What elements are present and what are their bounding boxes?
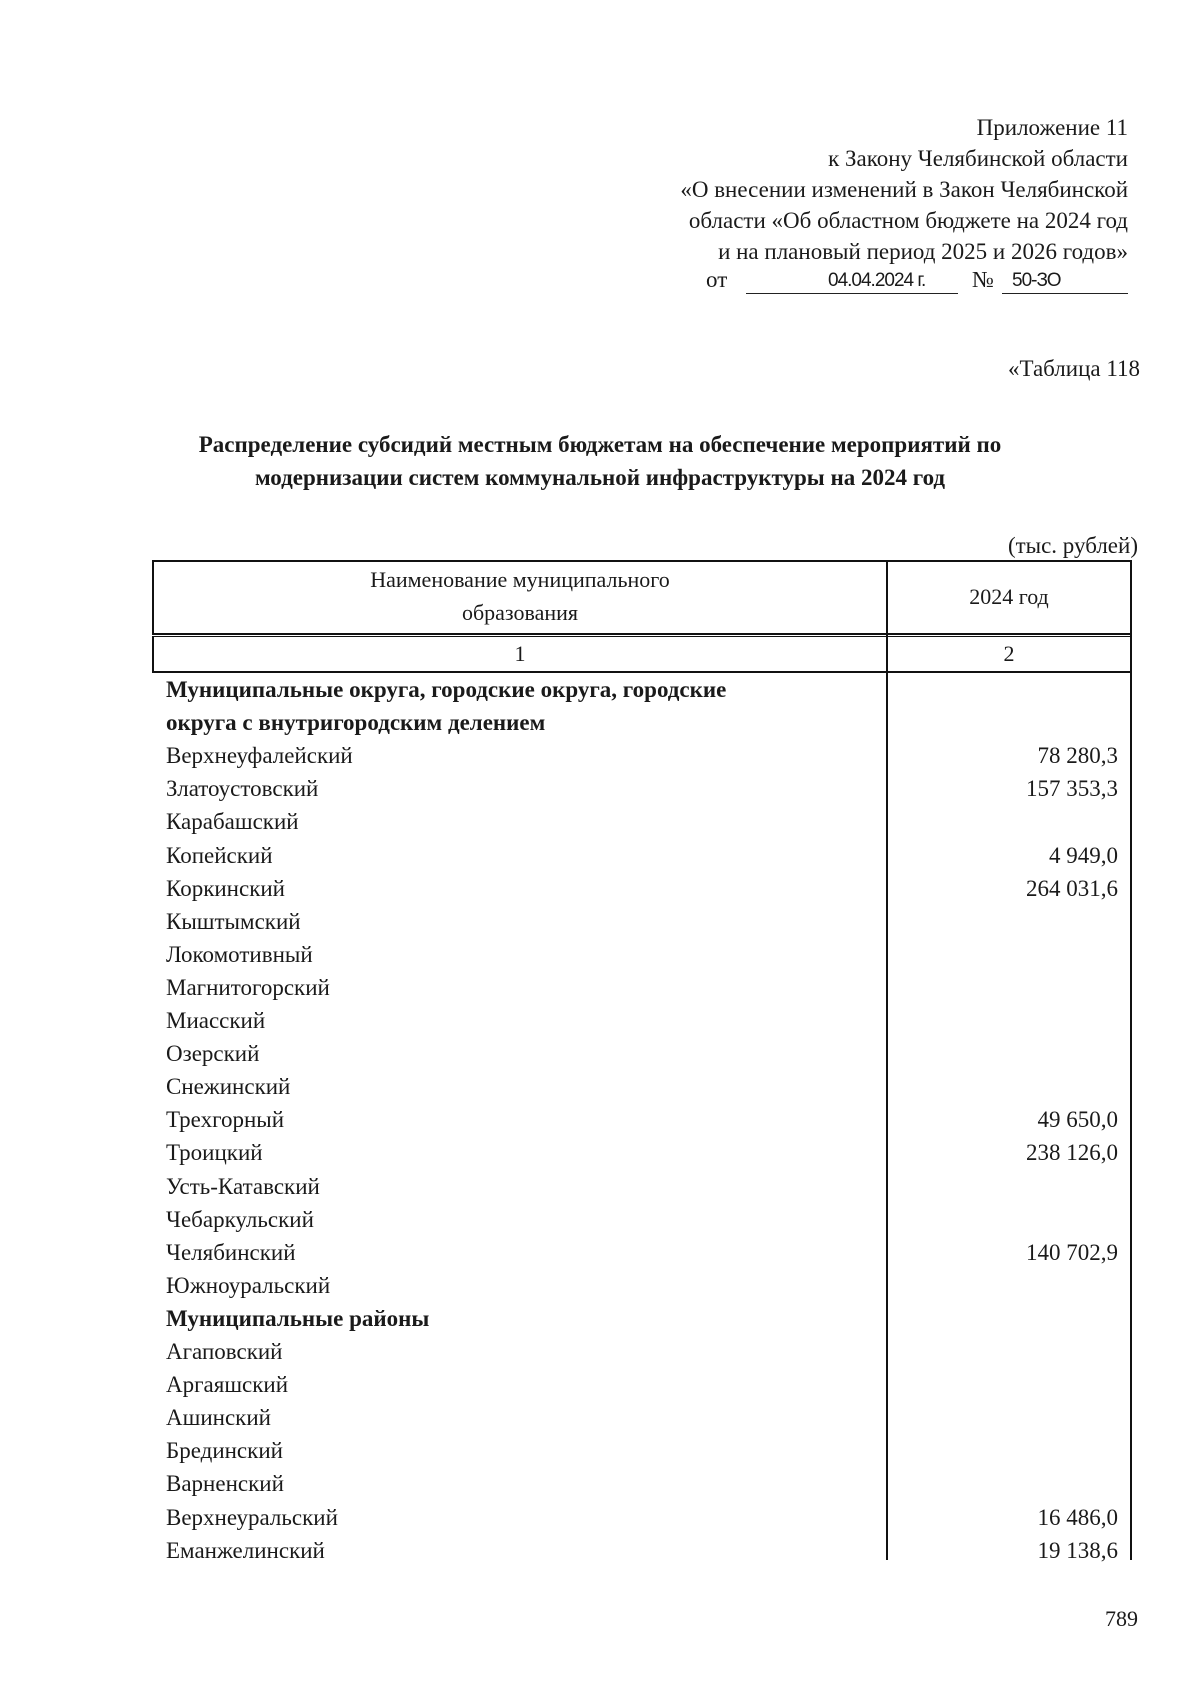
municipality-name: Муниципальные районы <box>166 1305 430 1331</box>
header-line: и на плановый период 2025 и 2026 годов» <box>718 239 1128 264</box>
units-label: (тыс. рублей) <box>1007 533 1138 558</box>
table-row <box>0 1203 1200 1236</box>
table-row <box>0 1501 1200 1534</box>
date-value: 04.04.2024 г. <box>828 270 926 291</box>
subsidy-amount: 157 353,3 <box>1026 776 1118 802</box>
municipality-name: Челябинский <box>166 1239 296 1265</box>
table-row <box>0 1368 1200 1401</box>
subsidy-amount: 238 126,0 <box>1026 1140 1118 1166</box>
table-row <box>0 1170 1200 1203</box>
table-row <box>0 1401 1200 1434</box>
document-title <box>80 428 1120 494</box>
column-number-1: 1 <box>514 641 526 666</box>
column-header-line: образования <box>461 600 579 625</box>
table-row <box>0 772 1200 805</box>
municipality-name: Карабашский <box>166 809 299 835</box>
municipality-name: Верхнеуфалейский <box>166 743 353 769</box>
column-header-value: 2024 год <box>969 584 1049 609</box>
table-row <box>0 1534 1200 1567</box>
date-prefix: от <box>706 267 728 292</box>
table-row <box>0 1467 1200 1500</box>
table-row <box>0 739 1200 772</box>
municipality-name: округа с внутригородским делением <box>166 710 546 736</box>
subsidy-amount: 4 949,0 <box>1049 842 1118 868</box>
header-line: к Закону Челябинской области <box>828 146 1128 171</box>
subsidy-amount: 78 280,3 <box>1037 743 1118 769</box>
header-line: области «Об областном бюджете на 2024 год <box>688 208 1128 233</box>
table-row <box>0 1335 1200 1368</box>
header-line: Приложение 11 <box>976 115 1128 140</box>
group-heading-row <box>0 706 1200 739</box>
law-reference-header <box>568 112 1128 267</box>
number-value: 50-ЗО <box>1012 270 1061 291</box>
table-row <box>0 872 1200 905</box>
table-row <box>0 1269 1200 1302</box>
table-row <box>0 1136 1200 1169</box>
municipality-name: Еманжелинский <box>166 1537 325 1563</box>
table-row <box>0 1236 1200 1269</box>
table-row <box>0 1004 1200 1037</box>
municipality-name: Озерский <box>166 1041 260 1067</box>
table-row <box>0 971 1200 1004</box>
subsidy-amount: 140 702,9 <box>1026 1239 1118 1265</box>
municipality-name: Варненский <box>166 1471 284 1497</box>
municipality-name: Муниципальные округа, городские округа, городские <box>166 677 727 702</box>
municipality-name: Брединский <box>166 1438 283 1464</box>
table-row <box>0 1103 1200 1136</box>
municipality-name: Чебаркульский <box>166 1206 314 1232</box>
table-reference: «Таблица 118 <box>1007 356 1140 381</box>
municipality-name: Миасский <box>166 1008 266 1033</box>
municipality-name: Златоустовский <box>166 776 319 802</box>
date-field <box>746 267 958 294</box>
table-row <box>0 805 1200 838</box>
municipality-name: Троицкий <box>166 1140 263 1166</box>
municipality-name: Копейский <box>166 842 273 868</box>
municipality-name: Кыштымский <box>166 908 301 934</box>
number-field <box>1002 267 1128 294</box>
subsidy-amount: 16 486,0 <box>1037 1504 1118 1530</box>
subsidy-amount: 19 138,6 <box>1037 1537 1118 1563</box>
group-heading-row <box>0 1302 1200 1335</box>
grid-line <box>152 633 1132 635</box>
municipality-name: Южноуральский <box>166 1272 331 1298</box>
table-row <box>0 938 1200 971</box>
column-header-line: Наименование муниципального <box>370 567 670 592</box>
municipality-name: Трехгорный <box>166 1107 285 1133</box>
municipality-name: Снежинский <box>166 1074 291 1100</box>
grid-line <box>152 560 1132 562</box>
municipality-name: Агаповский <box>166 1339 283 1364</box>
municipality-name: Аргаяшский <box>166 1372 289 1398</box>
table-row <box>0 1070 1200 1103</box>
header-line: «О внесении изменений в Закон Челябинской <box>680 177 1128 202</box>
municipality-name: Ашинский <box>166 1405 271 1431</box>
table-row <box>0 905 1200 938</box>
municipality-name: Верхнеуральский <box>166 1504 338 1530</box>
page-number: 789 <box>1105 1606 1138 1631</box>
municipality-name: Коркинский <box>166 875 285 901</box>
municipality-name: Усть-Катавский <box>166 1173 320 1199</box>
column-header-name <box>154 563 886 629</box>
subsidy-amount: 264 031,6 <box>1026 875 1118 901</box>
column-number-2: 2 <box>1003 641 1015 666</box>
group-heading-row <box>0 673 1200 706</box>
table-row <box>0 1037 1200 1070</box>
table-row <box>0 1434 1200 1467</box>
title-line: модернизации систем коммунальной инфраструктуры на 2024 год <box>254 465 946 490</box>
municipality-name: Магнитогорский <box>166 974 330 1000</box>
table-row <box>0 839 1200 872</box>
subsidy-amount: 49 650,0 <box>1037 1107 1118 1133</box>
title-line: Распределение субсидий местным бюджетам на обеспечение мероприятий по <box>198 432 1002 457</box>
number-prefix: № <box>972 267 994 292</box>
law-date-number-line <box>568 267 1128 297</box>
municipality-name: Локомотивный <box>166 941 313 967</box>
